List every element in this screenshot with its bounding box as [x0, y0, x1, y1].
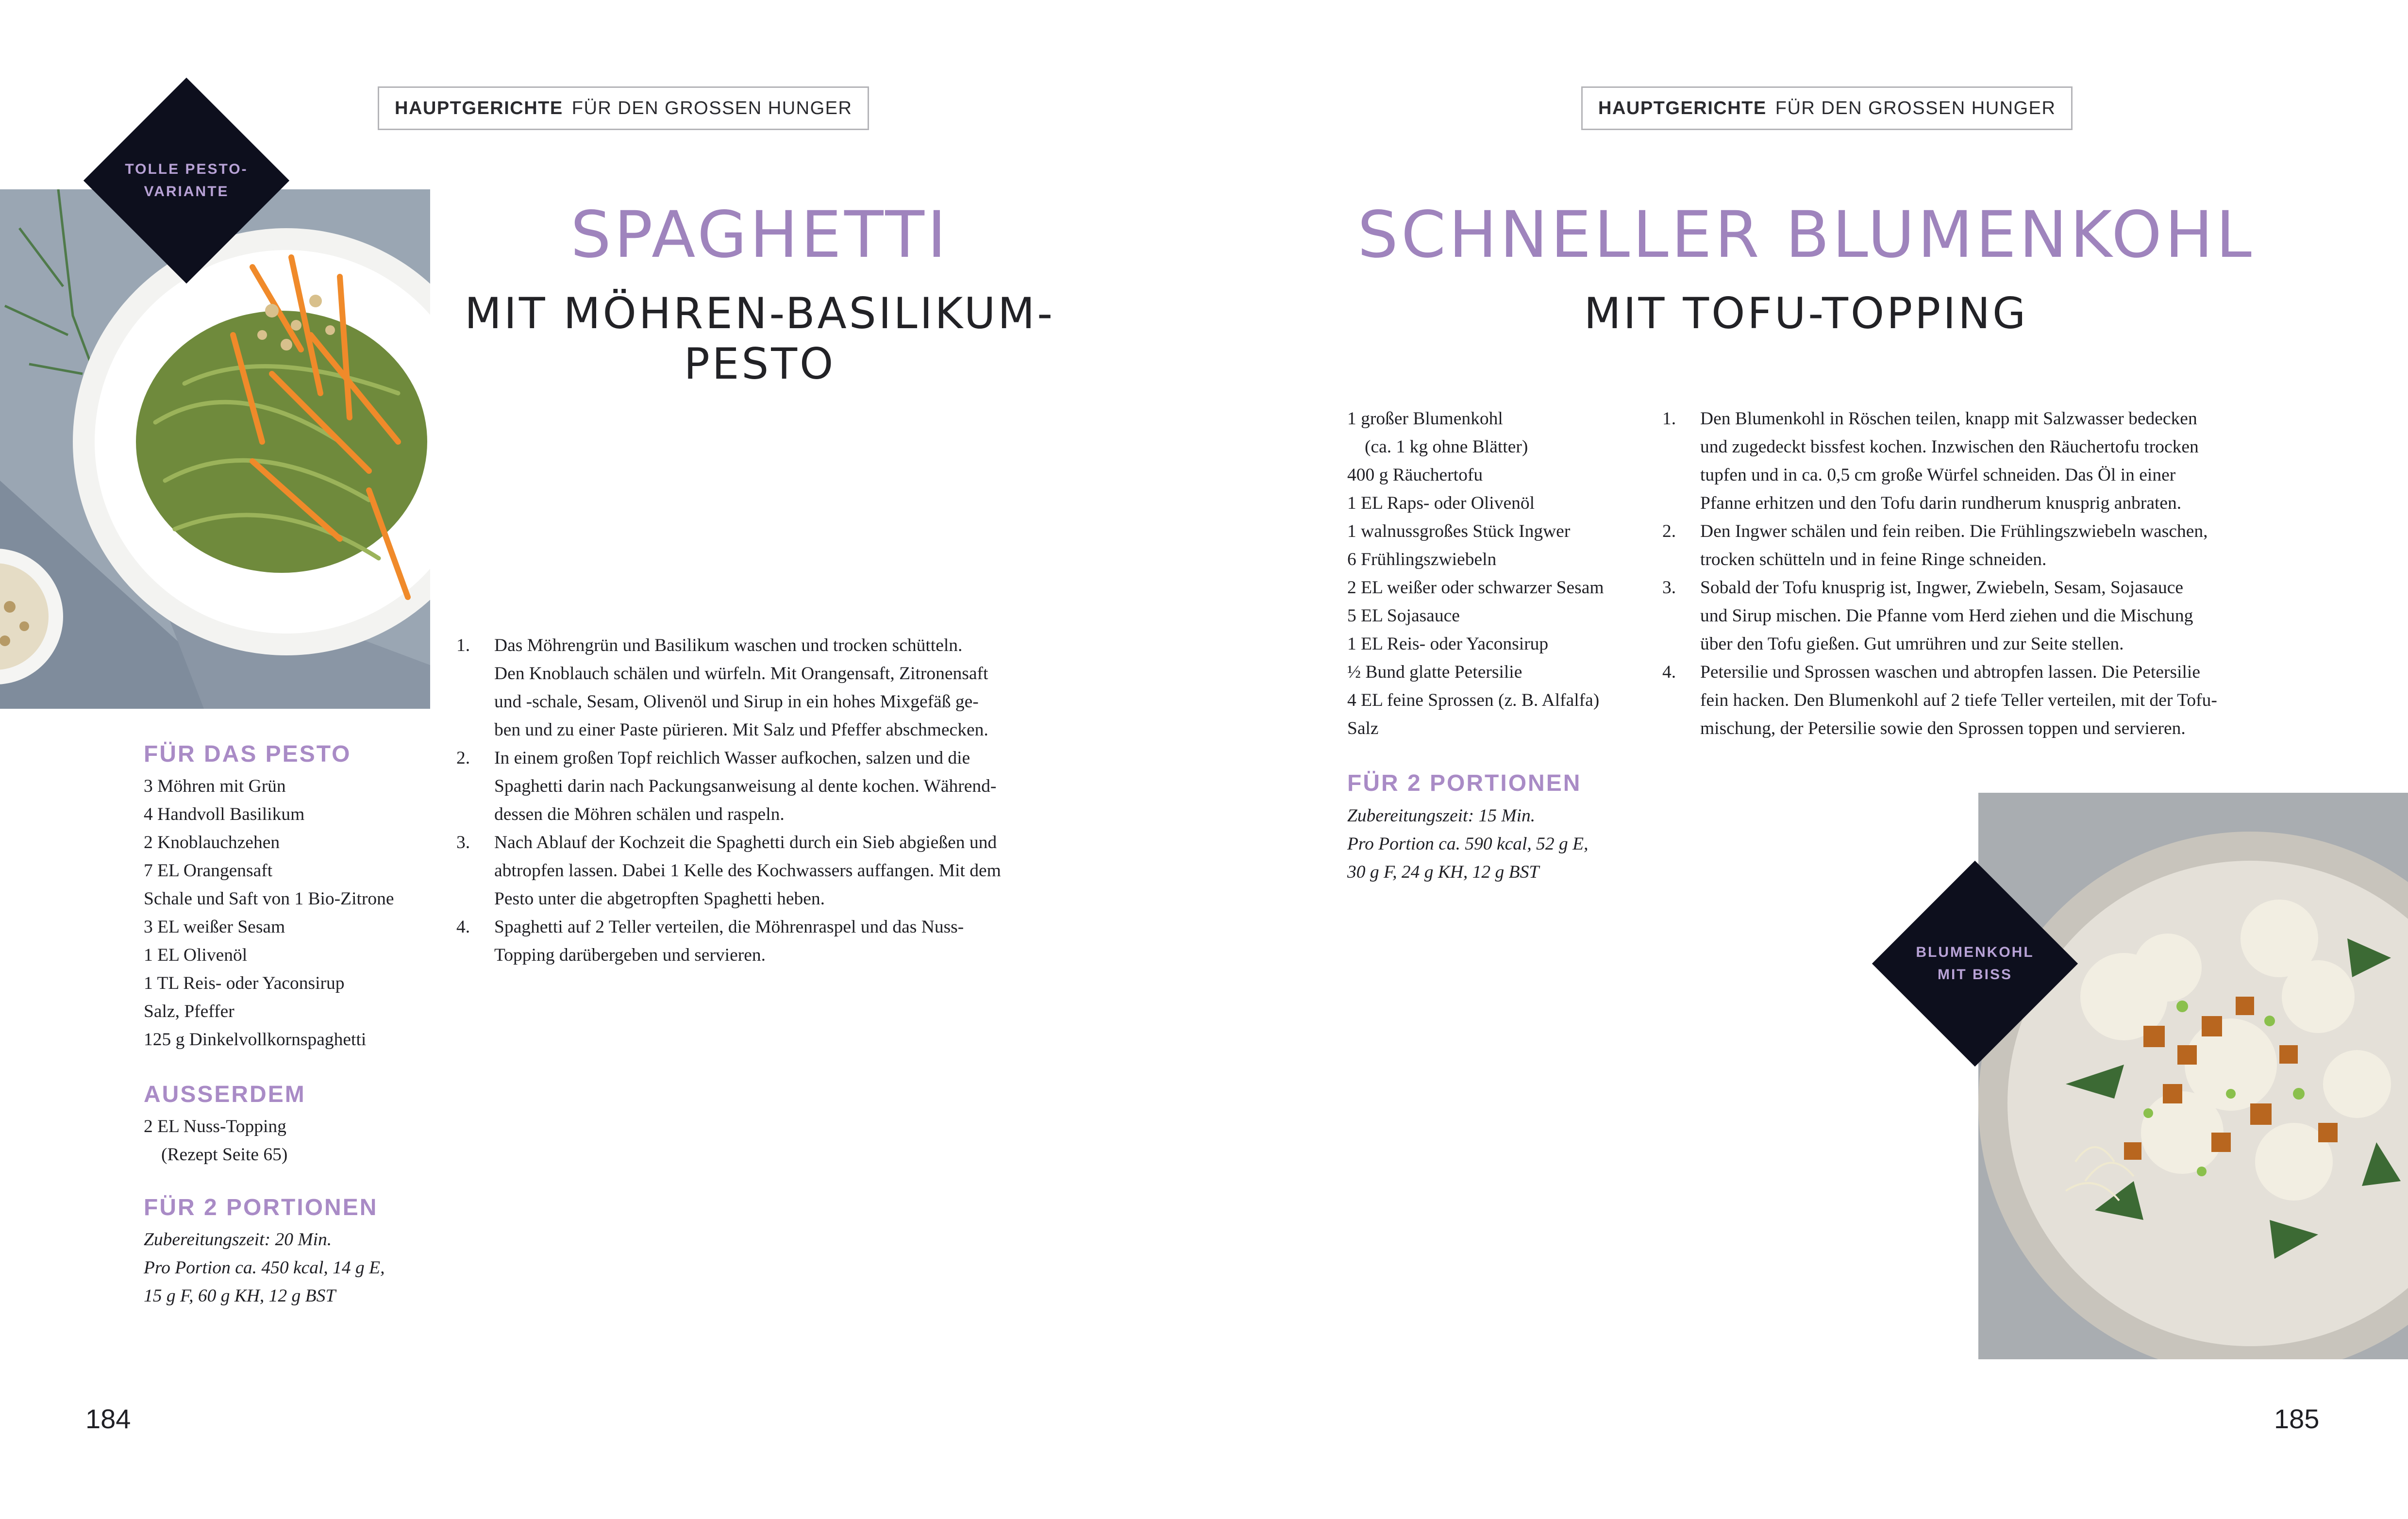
step-line: ben und zu einer Paste pürieren. Mit Salz und Pfeffer abschmecken. — [494, 720, 988, 740]
portions-line: Zubereitungszeit: 15 Min. — [1347, 806, 1536, 826]
ingredient: 4 Handvoll Basilikum — [144, 804, 305, 824]
recipe-title: SPAGHETTI — [570, 198, 949, 272]
chapter-header-bold: HAUPTGERICHTE — [1598, 98, 1767, 118]
chapter-header — [378, 86, 869, 130]
step-line: Nach Ablauf der Kochzeit die Spaghetti durch ein Sieb abgießen und — [494, 833, 997, 852]
portions-line: Zubereitungszeit: 20 Min. — [144, 1230, 332, 1250]
step-line: Den Blumenkohl in Röschen teilen, knapp mit Salzwasser bedecken — [1700, 409, 2197, 429]
portions-heading: FÜR 2 PORTIONEN — [144, 1195, 378, 1220]
ingredient: 1 TL Reis- oder Yaconsirup — [144, 973, 345, 993]
step-number: 2. — [456, 748, 470, 768]
page-number: 185 — [2274, 1403, 2320, 1434]
page-number: 184 — [85, 1403, 131, 1434]
step-number: 1. — [1662, 409, 1676, 429]
portions-info — [1347, 802, 1588, 886]
ingredient: (ca. 1 kg ohne Blätter) — [1365, 437, 1528, 457]
portions-line: Pro Portion ca. 590 kcal, 52 g E, — [1347, 834, 1589, 854]
step-number: 4. — [456, 917, 470, 937]
badge-line: VARIANTE — [144, 184, 229, 200]
instruction-step — [456, 913, 1097, 969]
step-line: Topping darübergeben und servieren. — [494, 945, 766, 965]
step-line: Pesto unter die abgetropften Spaghetti heben. — [494, 889, 825, 909]
step-line: dessen die Möhren schälen und raspeln. — [494, 804, 785, 824]
step-number: 4. — [1662, 662, 1676, 682]
extra-ingredient-list — [144, 1113, 287, 1169]
recipe-subtitle-line: PESTO — [684, 339, 836, 389]
ingredient: Schale und Saft von 1 Bio-Zitrone — [144, 889, 394, 909]
badge-line: TOLLE PESTO- — [125, 161, 248, 177]
recipe-subtitle — [427, 288, 1092, 389]
step-line: trocken schütteln und in feine Ringe schneiden. — [1700, 550, 2047, 569]
ingredient: 1 großer Blumenkohl — [1347, 409, 1503, 429]
portions-info — [144, 1226, 385, 1310]
instruction-steps — [1662, 405, 2303, 743]
badge-line: MIT BISS — [1937, 967, 2012, 983]
ingredient: 1 walnussgroßes Stück Ingwer — [1347, 521, 1571, 541]
pesto-heading: FÜR DAS PESTO — [144, 741, 351, 767]
step-line: abtropfen lassen. Dabei 1 Kelle des Kochwassers auffangen. Mit dem — [494, 861, 1001, 881]
spaghetti-photo — [0, 189, 430, 709]
instruction-step — [1662, 658, 2303, 743]
ingredient: 3 Möhren mit Grün — [144, 776, 286, 796]
ingredient: 7 EL Orangensaft — [144, 861, 273, 881]
step-line: Sobald der Tofu knusprig ist, Ingwer, Zwiebeln, Sesam, Sojasauce — [1700, 578, 2183, 598]
chapter-header — [1581, 86, 2073, 130]
ingredient: 1 EL Raps- oder Olivenöl — [1347, 493, 1535, 513]
step-line: Den Knoblauch schälen und würfeln. Mit Orangensaft, Zitronensaft — [494, 664, 988, 684]
pesto-variant-badge — [114, 108, 259, 253]
step-line: tupfen und in ca. 0,5 cm große Würfel schneiden. Das Öl in einer — [1700, 465, 2176, 485]
badge-line: BLUMENKOHL — [1916, 944, 2034, 960]
recipe-subtitle: MIT TOFU-TOPPING — [1584, 288, 2028, 338]
ingredient: ½ Bund glatte Petersilie — [1347, 662, 1522, 682]
step-line: über den Tofu gießen. Gut umrühren und zur Seite stellen. — [1700, 634, 2124, 654]
portions-heading: FÜR 2 PORTIONEN — [1347, 770, 1582, 796]
cauliflower-badge — [1902, 891, 2048, 1036]
ingredient: 5 EL Sojasauce — [1347, 606, 1460, 626]
ingredient: (Rezept Seite 65) — [161, 1145, 288, 1165]
ingredient: 125 g Dinkelvollkornspaghetti — [144, 1030, 367, 1050]
step-line: Das Möhrengrün und Basilikum waschen und trocken schütteln. — [494, 635, 963, 655]
instruction-step — [456, 632, 1097, 744]
step-line: In einem großen Topf reichlich Wasser aufkochen, salzen und die — [494, 748, 970, 768]
recipe-subtitle-line: MIT MÖHREN-BASILIKUM- — [465, 288, 1055, 338]
portions-line: 30 g F, 24 g KH, 12 g BST — [1347, 862, 1539, 882]
instruction-step — [1662, 574, 2303, 658]
ingredient: 2 EL Nuss-Topping — [144, 1117, 286, 1136]
step-number: 3. — [456, 833, 470, 852]
ingredient: 4 EL feine Sprossen (z. B. Alfalfa) — [1347, 690, 1600, 710]
step-line: fein hacken. Den Blumenkohl auf 2 tiefe Teller verteilen, mit der Tofu- — [1700, 690, 2217, 710]
extra-heading: AUSSERDEM — [144, 1082, 306, 1107]
step-line: Pfanne erhitzen und den Tofu darin rundherum knusprig anbraten. — [1700, 493, 2182, 513]
ingredient: 1 EL Reis- oder Yaconsirup — [1347, 634, 1549, 654]
instruction-step — [1662, 517, 2303, 574]
instruction-steps — [456, 632, 1097, 969]
step-line: Spaghetti darin nach Packungsanweisung al dente kochen. Während- — [494, 776, 997, 796]
step-line: und zugedeckt bissfest kochen. Inzwischen den Räuchertofu trocken — [1700, 437, 2199, 457]
recipe-title: SCHNELLER BLUMENKOHL — [1357, 198, 2255, 272]
step-number: 1. — [456, 635, 470, 655]
ingredient: Salz, Pfeffer — [144, 1002, 234, 1021]
instruction-step — [456, 829, 1097, 913]
ingredient: 6 Frühlingszwiebeln — [1347, 550, 1497, 569]
ingredient: 3 EL weißer Sesam — [144, 917, 285, 937]
chapter-header-bold: HAUPTGERICHTE — [395, 98, 563, 118]
step-line: und Sirup mischen. Die Pfanne vom Herd ziehen und die Mischung — [1700, 606, 2193, 626]
step-number: 3. — [1662, 578, 1676, 598]
step-number: 2. — [1662, 521, 1676, 541]
step-line: Den Ingwer schälen und fein reiben. Die Frühlingszwiebeln waschen, — [1700, 521, 2208, 541]
ingredient: 2 Knoblauchzehen — [144, 833, 280, 852]
portions-line: Pro Portion ca. 450 kcal, 14 g E, — [144, 1258, 385, 1278]
step-line: Spaghetti auf 2 Teller verteilen, die Möhrenraspel und das Nuss- — [494, 917, 964, 937]
chapter-header-rest: FÜR DEN GROSSEN HUNGER — [1775, 98, 2056, 118]
chapter-header-rest: FÜR DEN GROSSEN HUNGER — [571, 98, 853, 118]
step-line: mischung, der Petersilie sowie den Sprossen toppen und servieren. — [1700, 718, 2186, 738]
pesto-ingredient-list — [144, 772, 394, 1054]
instruction-step — [1662, 405, 2303, 517]
step-line: und -schale, Sesam, Olivenöl und Sirup in ein hohes Mixgefäß ge- — [494, 692, 979, 712]
step-line: Petersilie und Sprossen waschen und abtropfen lassen. Die Petersilie — [1700, 662, 2200, 682]
cauliflower-photo — [1978, 793, 2408, 1359]
ingredient: Salz — [1347, 718, 1379, 738]
portions-line: 15 g F, 60 g KH, 12 g BST — [144, 1286, 336, 1306]
ingredient: 2 EL weißer oder schwarzer Sesam — [1347, 578, 1604, 598]
instruction-step — [456, 744, 1097, 829]
ingredient: 1 EL Olivenöl — [144, 945, 248, 965]
ingredient: 400 g Räuchertofu — [1347, 465, 1483, 485]
ingredient-list — [1347, 405, 1604, 743]
